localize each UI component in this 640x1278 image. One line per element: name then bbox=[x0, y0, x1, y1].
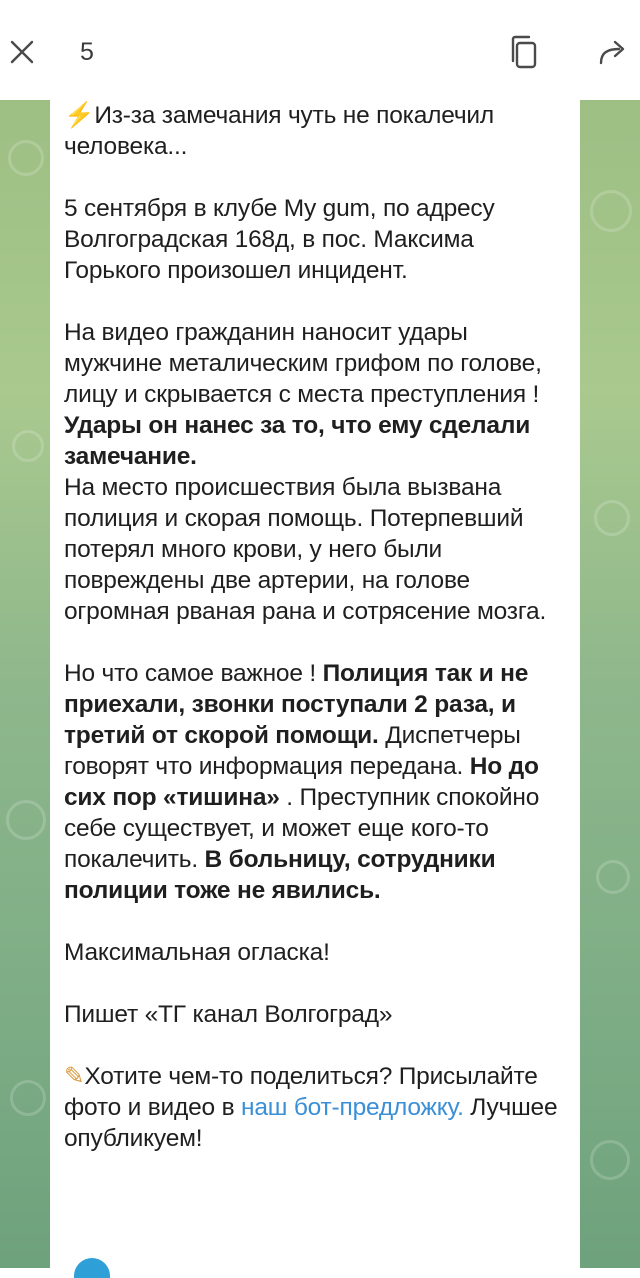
copy-button[interactable] bbox=[502, 30, 546, 74]
top-bar bbox=[0, 0, 640, 100]
message-paragraph-6 bbox=[64, 999, 564, 1030]
source-channel-text: Пишет «ТГ канал Волгоград» bbox=[64, 1001, 393, 1028]
background-doodle bbox=[6, 800, 46, 840]
message-paragraph-7 bbox=[64, 1061, 564, 1154]
share-icon bbox=[597, 37, 631, 67]
incident-location-text: 5 сентября в клубе My gum, по адресу Волгоградская 168д, в пос. Максима Горького произошел инцидент. bbox=[64, 195, 495, 284]
police-absent-bold: Полиция так и не приехали, звонки поступали 2 раза, и третий от скорой помощи. bbox=[64, 660, 529, 749]
incident-description-text: На видео гражданин наносит удары мужчине металическим грифом по голове, лицу и скрывается с места преступления ! bbox=[64, 319, 542, 408]
message-paragraph-1 bbox=[64, 100, 564, 162]
hospital-police-bold: В больницу, сотрудники полиции тоже не явились. bbox=[64, 846, 496, 904]
message-paragraph-2 bbox=[64, 193, 564, 286]
share-invite-text: Хотите чем-то поделиться? Присылайте фото и видео в bbox=[64, 1063, 538, 1121]
background-doodle bbox=[596, 860, 630, 894]
best-published-text: Лучшее опубликуем! bbox=[64, 1094, 558, 1152]
background-doodle bbox=[590, 190, 632, 232]
item-count: 5 bbox=[80, 38, 94, 66]
important-lead-text: Но что самое важное ! bbox=[64, 660, 323, 687]
dispatchers-text: Диспетчеры говорят что информация передана. bbox=[64, 722, 521, 780]
lightning-icon: ⚡ bbox=[64, 102, 95, 129]
background-doodle bbox=[10, 1080, 46, 1116]
background-doodle bbox=[594, 500, 630, 536]
message-paragraph-5 bbox=[64, 937, 564, 968]
criminal-free-text: . Преступник спокойно себе существует, и может еще кого-то покалечить. bbox=[64, 784, 540, 873]
copy-icon bbox=[507, 33, 541, 71]
message-paragraph-4 bbox=[64, 658, 564, 906]
share-button[interactable] bbox=[592, 30, 636, 74]
max-publicity-text: Максимальная огласка! bbox=[64, 939, 330, 966]
close-icon bbox=[9, 39, 35, 65]
message-paragraph-3 bbox=[64, 317, 564, 627]
pencil-icon: ✎ bbox=[64, 1063, 85, 1090]
close-button[interactable] bbox=[0, 30, 44, 74]
background-doodle bbox=[8, 140, 44, 176]
headline-text: Из-за замечания чуть не покалечил человека... bbox=[64, 102, 494, 160]
silence-bold: Но до сих пор «тишина» bbox=[64, 753, 539, 811]
background-doodle bbox=[590, 1140, 630, 1180]
background-doodle bbox=[12, 430, 44, 462]
incident-reason-bold: Удары он нанес за то, что ему сделали замечание. bbox=[64, 412, 531, 470]
message-text bbox=[64, 100, 564, 1185]
suggest-bot-link[interactable]: наш бот-предложку. bbox=[241, 1094, 464, 1121]
incident-aftermath-text: На место происшествия была вызвана полиция и скорая помощь. Потерпевший потерял много крови, у него были повреждены две артерии, на голове огромная рваная рана и сотрясение мозга. bbox=[64, 474, 547, 625]
